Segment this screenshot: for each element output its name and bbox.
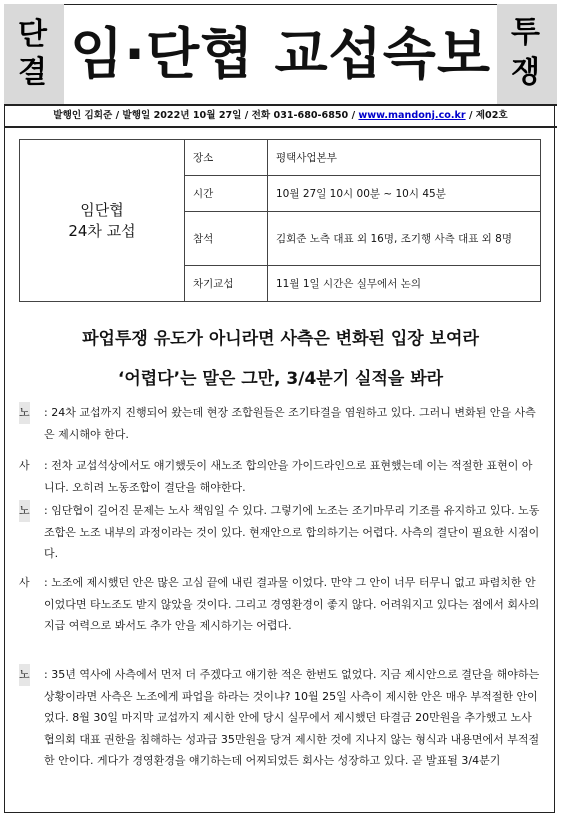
slogan-char: 투 (511, 15, 540, 50)
publication-info (4, 104, 557, 128)
dialogue-paragraph (19, 572, 541, 637)
speaker-label: 노 (19, 500, 30, 522)
header-right-slogan (497, 4, 557, 104)
info-value: 김회준 노측 대표 외 16명, 조기행 사측 대표 외 8명 (268, 212, 541, 266)
dialogue-paragraph (19, 664, 541, 772)
paragraph-text: : 전차 교섭석상에서도 얘기했듯이 새노조 합의안을 가이드라인으로 표현했는데 이는 적절한 표현이 아니다. 오히려 노동조합이 결단을 해야한다. (44, 459, 533, 494)
info-value: 10월 27일 10시 00분 ~ 10시 45분 (268, 176, 541, 212)
info-value: 평택사업본부 (268, 140, 541, 176)
slogan-char: 쟁 (511, 55, 540, 90)
paragraph-text: : 24차 교섭까지 진행되어 왔는데 현장 조합원들은 조기타결을 염원하고 있다. 그러니 변화된 안을 사측은 제시해야 한다. (44, 406, 536, 441)
session-title: 임단협 (80, 200, 124, 219)
publisher-info: 발행인 김회준 / 발행일 2022년 10월 27일 / 전화 031-680-6850 / (53, 110, 359, 121)
paragraph-text: : 임단협이 길어진 문제는 노사 책임일 수 있다. 그렇기에 노조는 조기마무리 기조를 유지하고 있다. 노동조합은 노조 내부의 과정이라는 것이 있다. 현재안으로 합의하기는 어렵다. 사측의 결단이 필요한 시점이다. (44, 504, 540, 560)
speaker-label: 사 (19, 459, 30, 472)
info-label: 시간 (185, 176, 268, 212)
speaker-label: 노 (19, 664, 30, 686)
dialogue-paragraph (19, 455, 541, 498)
meeting-info-table (19, 139, 541, 302)
info-value: 11월 1일 시간은 실무에서 논의 (268, 266, 541, 302)
session-number: 24차 교섭 (68, 221, 136, 240)
website-link[interactable]: www.mandonj.co.kr (358, 110, 466, 121)
info-label: 차기교섭 (185, 266, 268, 302)
paragraph-text: : 35년 역사에 사측에서 먼저 더 주겠다고 얘기한 적은 한번도 없었다. 지금 제시안으로 결단을 해야하는 상황이라면 사측은 노조에게 파업을 하라는 것이냐? 10월 25일 사측이 제시한 안은 매우 부적절한 안이었다. 8월 30일 마지막 교섭까지 제시한 안에 당시 실무에서 제시했던 타결금 20만원을 추가했고 노사협의회 대표 권한을 침해하는 성과급 35만원을 당겨 제시한 것에 지나지 않는 형식과 내용면에서 부적절한 안이다. 게다가 경영환경을 얘기하는데 어찌되었든 회사는 성장하고 있다. 곧 발표될 3/4분기 (44, 668, 540, 767)
dialogue-paragraph (19, 500, 541, 565)
session-cell (20, 140, 185, 302)
dialogue-paragraph (19, 402, 541, 445)
info-label: 장소 (185, 140, 268, 176)
speaker-label: 노 (19, 402, 30, 424)
header-left-slogan (4, 4, 64, 104)
slogan-char: 단 (18, 17, 47, 52)
speaker-label: 사 (19, 576, 30, 589)
issue-number: / 제02호 (465, 110, 508, 121)
slogan-char: 결 (18, 55, 47, 90)
newsletter-header (4, 4, 557, 104)
info-label: 참석 (185, 212, 268, 266)
paragraph-text: : 노조에 제시했던 안은 많은 고심 끝에 내린 결과물 이었다. 만약 그 안이 너무 터무니 없고 파렴치한 안이었다면 타노조도 받지 않았을 것이다. 그리고 경영환경이 좋지 않다. 어려워지고 있다는 점에서 회사의 지급 여력으로 봐서도 추가 안을 제시하기는 어렵다. (44, 576, 540, 632)
newsletter-title: 임·단협 교섭속보 (70, 22, 491, 86)
headline: ‘어렵다’는 말은 그만, 3/4분기 실적을 봐라 (117, 369, 444, 389)
headline: 파업투쟁 유도가 아니라면 사측은 변화된 입장 보여라 (82, 329, 479, 349)
